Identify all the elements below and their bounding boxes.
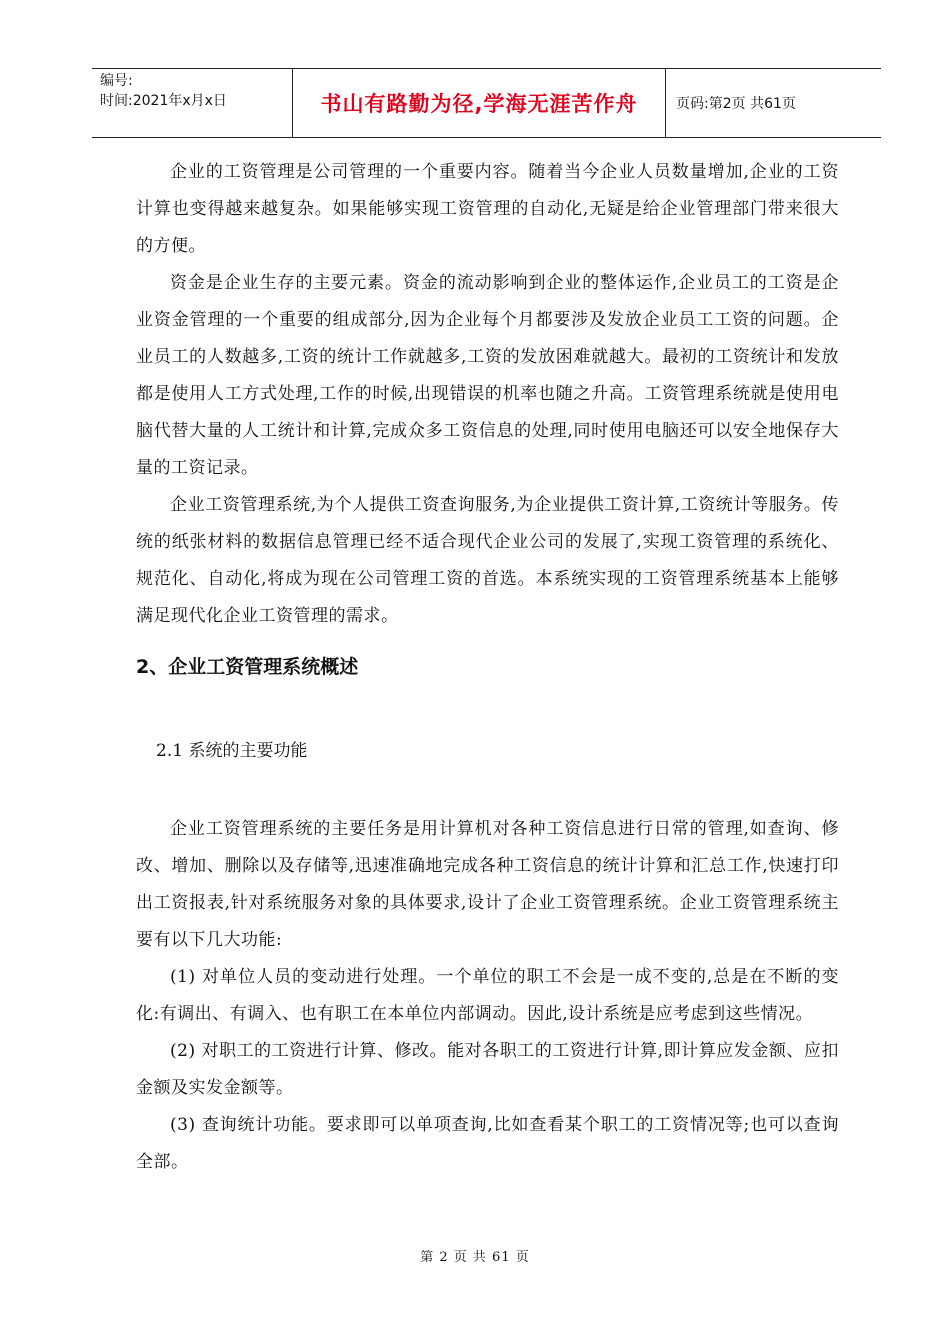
header-page-info: 页码:第2页 共61页 <box>676 96 796 112</box>
page-header <box>92 68 881 138</box>
page-footer: 第 2 页 共 61 页 <box>420 1250 530 1265</box>
list-item: (3) 查询统计功能。要求即可以单项查询,比如查看某个职工的工资情况等;也可以查询全部。 <box>136 1115 839 1172</box>
serial-label: 编号: <box>100 73 133 89</box>
paragraph: 企业的工资管理是公司管理的一个重要内容。随着当今企业人员数量增加,企业的工资计算也变得越来越复杂。如果能够实现工资管理的自动化,无疑是给企业管理部门带来很大的方便。 <box>136 162 839 256</box>
header-meta <box>92 69 293 137</box>
paragraph: 企业工资管理系统的主要任务是用计算机对各种工资信息进行日常的管理,如查询、修改、增加、删除以及存储等,迅速准确地完成各种工资信息的统计计算和汇总工作,快速打印出工资报表,针对系统服务对象的具体要求,设计了企业工资管理系统。企业工资管理系统主要有以下几大功能: <box>136 819 839 950</box>
paragraph: 资金是企业生存的主要元素。资金的流动影响到企业的整体运作,企业员工的工资是企业资金管理的一个重要的组成部分,因为企业每个月都要涉及发放企业员工工资的问题。企业员工的人数越多,工资的统计工作就越多,工资的发放困难就越大。最初的工资统计和发放都是使用人工方式处理,工作的时候,出现错误的机率也随之升高。工资管理系统就是使用电脑代替大量的人工统计和计算,完成众多工资信息的处理,同时使用电脑还可以安全地保存大量的工资记录。 <box>136 273 839 478</box>
subsection-heading: 2.1 系统的主要功能 <box>156 741 308 761</box>
section-heading: 2、企业工资管理系统概述 <box>136 656 359 678</box>
header-motto: 书山有路勤为径,学海无涯苦作舟 <box>293 69 666 137</box>
spacer <box>136 765 839 811</box>
list-item: (1) 对单位人员的变动进行处理。一个单位的职工不会是一成不变的,总是在不断的变化:有调出、有调入、也有职工在本单位内部调动。因此,设计系统是应考虑到这些情况。 <box>136 967 839 1024</box>
document-body <box>136 154 839 1181</box>
paragraph: 企业工资管理系统,为个人提供工资查询服务,为企业提供工资计算,工资统计等服务。传统的纸张材料的数据信息管理已经不适合现代企业公司的发展了,实现工资管理的系统化、规范化、自动化,将成为现在公司管理工资的首选。本系统实现的工资管理系统基本上能够满足现代化企业工资管理的需求。 <box>136 495 839 626</box>
list-item: (2) 对职工的工资进行计算、修改。能对各职工的工资进行计算,即计算应发金额、应扣金额及实发金额等。 <box>136 1041 839 1098</box>
time-label: 时间:2021年x月x日 <box>100 93 227 109</box>
